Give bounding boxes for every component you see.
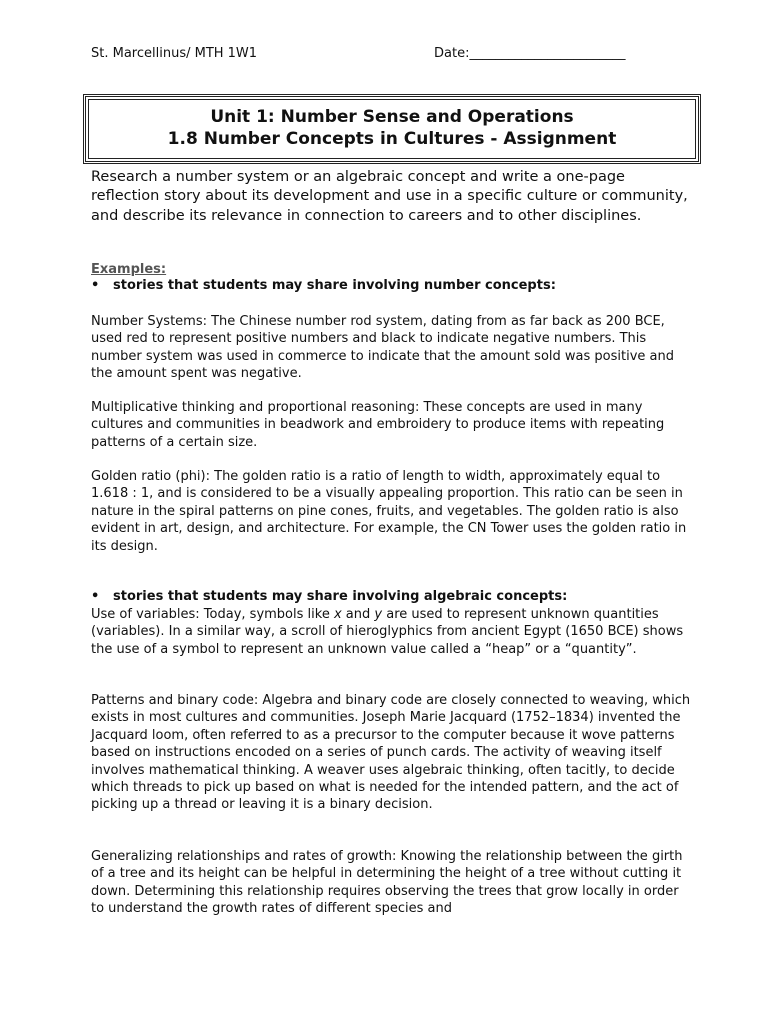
variables-text-1: Use of variables: Today, symbols like — [91, 607, 334, 622]
section2-heading-text: stories that students may share involving algebraic concepts: — [113, 589, 568, 604]
rates-of-growth-paragraph: Generalizing relationships and rates of growth: Knowing the relationship between the girth of a tree and its height can be helpful in determining the height of a tree without cutting it down. Determining this relationship requires observing the trees that grow locally in order to understand the growth rates of different species and — [91, 849, 683, 917]
multiplicative-thinking-paragraph: Multiplicative thinking and proportional reasoning: These concepts are used in many cultures and communities in beadwork and embroidery to produce items with repeating patterns of a certain size. — [91, 400, 665, 450]
variable-x: x — [333, 607, 342, 622]
variables-text-2: and — [341, 607, 375, 622]
section1-heading-text: stories that students may share involving number concepts: — [113, 278, 556, 293]
binary-code-paragraph: Patterns and binary code: Algebra and binary code are closely connected to weaving, which exists in most cultures and communities. Joseph Marie Jacquard (1752–1834) invented the Jacquard loom, often referred to as a precursor to the computer because it wove patterns based on instructions encoded on a series of punch cards. The activity of weaving itself involves mathematical thinking. A weaver uses algebraic thinking, often tacitly, to decide which threads to pick up based on what is needed for the intended pattern, and the act of picking up a thread or leaving it is a binary decision. — [91, 693, 691, 813]
date-field-label: Date:________________________ — [434, 46, 626, 61]
unit-title: Unit 1: Number Sense and Operations — [210, 107, 574, 127]
variable-y: y — [374, 607, 383, 622]
variables-text-3: are used to represent unknown quantities (variables). In a similar way, a scroll of hieroglyphics from ancient Egypt (1650 BCE) shows the use of a symbol to represent an unknown value called a “heap” or a “quantity”. — [91, 607, 684, 657]
school-course-label: St. Marcellinus/ MTH 1W1 — [91, 46, 258, 61]
examples-label: Examples: — [91, 262, 167, 277]
section1-heading — [91, 278, 556, 293]
bullet-icon: • — [91, 589, 100, 604]
golden-ratio-paragraph: Golden ratio (phi): The golden ratio is a ratio of length to width, approximately equal to 1.618 : 1, and is considered to be a visually appealing proportion. This ratio can be seen in nature in the spiral patterns on pine cones, fruits, and vegetables. The golden ratio is also evident in art, design, and architecture. For example, the CN Tower uses the golden ratio in its design. — [91, 469, 687, 554]
assignment-title: 1.8 Number Concepts in Cultures - Assignment — [167, 129, 617, 149]
section2-heading — [91, 589, 567, 604]
bullet-icon: • — [91, 278, 100, 293]
title-box — [83, 94, 701, 164]
number-systems-paragraph: Number Systems: The Chinese number rod system, dating from as far back as 200 BCE, used red to represent positive numbers and black to indicate negative numbers. This number system was used in commerce to indicate that the amount sold was positive and the amount spent was negative. — [91, 314, 674, 382]
intro-paragraph: Research a number system or an algebraic concept and write a one-page reflection story about its development and use in a specific culture or community, and describe its relevance in connection to careers and to other disciplines. — [91, 169, 688, 224]
variables-paragraph — [91, 606, 691, 658]
